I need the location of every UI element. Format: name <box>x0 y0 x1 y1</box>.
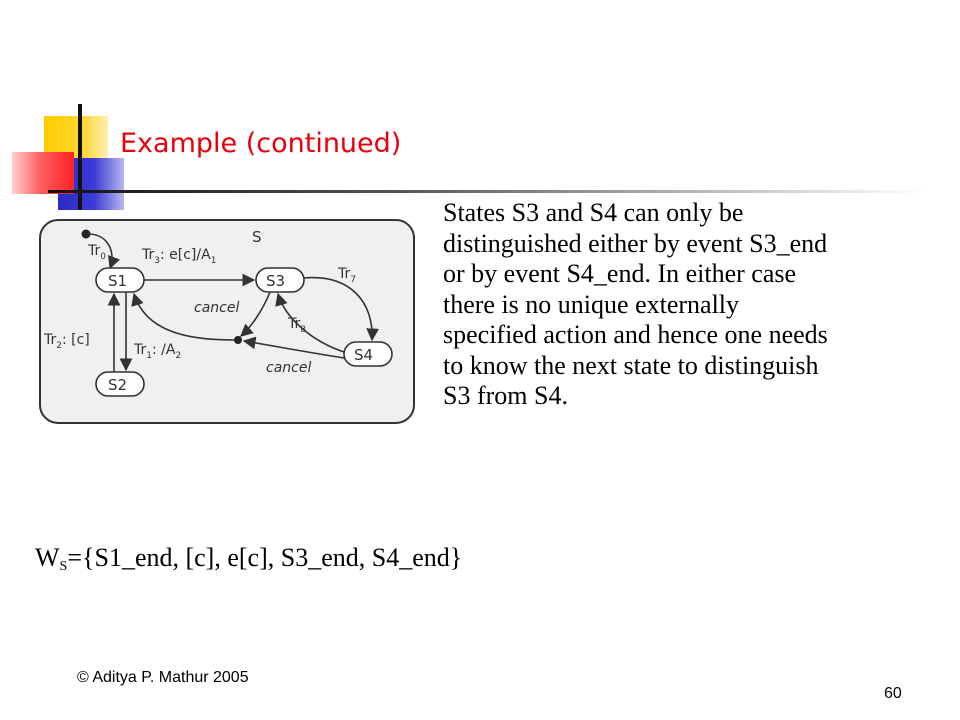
body-line: specified action and hence one needs <box>443 320 828 349</box>
state-s3 <box>256 268 304 292</box>
copyright-footer: © Aditya P. Mathur 2005 <box>77 669 249 686</box>
state-s3-label: S3 <box>266 272 286 290</box>
body-line: to know the next state to distinguish <box>443 350 819 380</box>
state-s1-label: S1 <box>108 272 128 290</box>
body-line: there is no unique externally <box>443 289 740 319</box>
junction-node <box>234 336 242 344</box>
state-s2 <box>96 372 144 396</box>
state-diagram <box>38 212 418 427</box>
superstate-label: S <box>252 228 262 246</box>
deco-vertical-line <box>78 104 82 210</box>
state-s4-label: S4 <box>354 346 374 364</box>
label-tr3: $Tr_3$: $e[c]/A_1$ <box>142 247 217 266</box>
label-cancel-2: cancel <box>266 360 312 376</box>
label-tr0: $Tr_0$ <box>88 243 106 262</box>
ws-formula <box>35 543 462 575</box>
label-cancel-1: cancel <box>194 300 240 316</box>
state-s2-label: S2 <box>108 376 128 394</box>
slide-title: Example (continued) <box>120 128 402 159</box>
formula-subscript: S <box>59 559 68 574</box>
body-paragraph <box>443 198 933 412</box>
formula-rest: ={S1_end, [c], e[c], S3_end, S4_end} <box>67 543 463 572</box>
body-line: or by event S4_end. In either case <box>443 259 797 288</box>
formula-main: W <box>35 543 60 572</box>
label-tr2: $Tr_2$: [c] <box>44 332 90 351</box>
body-line: distinguished either by event S3_end <box>443 228 828 258</box>
body-line: States S3 and S4 can only be <box>443 198 744 227</box>
body-line: S3 from S4. <box>443 381 568 410</box>
deco-horizontal-line <box>48 190 928 193</box>
state-s1 <box>96 268 144 292</box>
label-tr1: $Tr_1$: $/A_2$ <box>134 342 182 361</box>
state-s4 <box>344 342 392 366</box>
label-tr7: $Tr_7$ <box>338 266 356 285</box>
deco-red-square <box>12 152 74 194</box>
label-tr8: $Tr_8$ <box>288 316 306 335</box>
page-number: 60 <box>884 685 902 702</box>
